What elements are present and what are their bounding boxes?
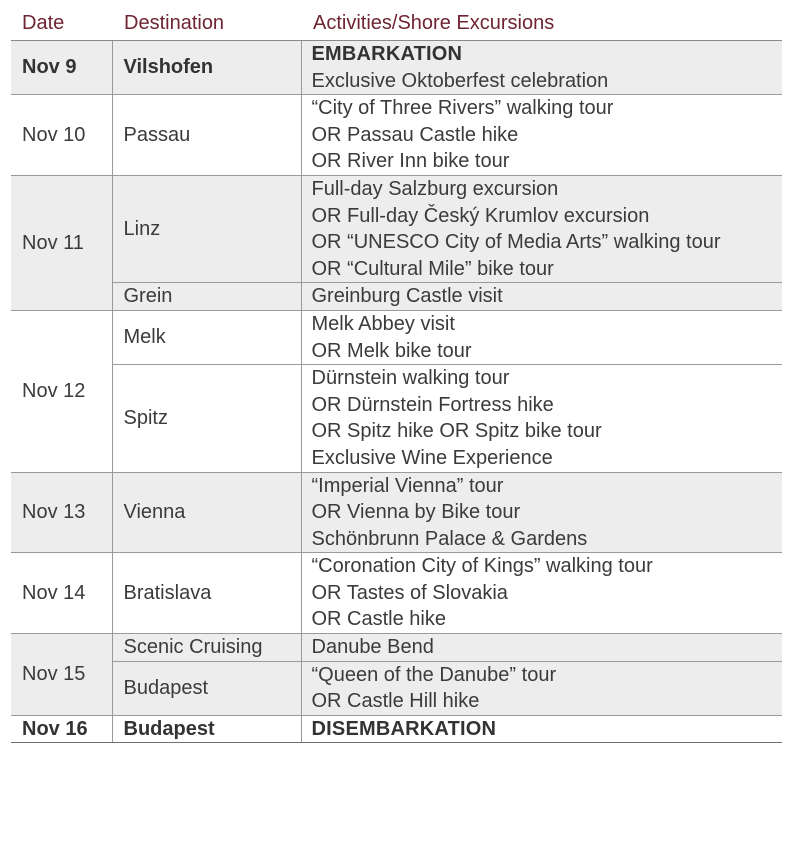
activity-line: OR Castle hike bbox=[311, 608, 446, 631]
activity-line: OR Dürnstein Fortress hike bbox=[311, 393, 554, 416]
activity-line: Dürnstein walking tour bbox=[311, 367, 510, 390]
activity-line: Danube Bend bbox=[311, 636, 434, 659]
header-row bbox=[11, 6, 782, 41]
table-row bbox=[11, 472, 782, 553]
destination-cell: Scenic Cruising bbox=[112, 634, 301, 662]
destination-cell: Budapest bbox=[112, 715, 301, 743]
activities-cell bbox=[301, 41, 782, 95]
activities-column-header: Activities/Shore Excursions bbox=[301, 6, 782, 41]
activities-cell bbox=[301, 553, 782, 634]
destination-cell: Melk bbox=[112, 310, 301, 364]
activity-line: OR Castle Hill hike bbox=[311, 690, 480, 713]
table-row bbox=[11, 634, 782, 662]
activity-line: Exclusive Wine Experience bbox=[311, 446, 553, 469]
table-row bbox=[11, 553, 782, 634]
activities-cell bbox=[301, 95, 782, 176]
activity-line: OR Melk bike tour bbox=[311, 339, 472, 362]
date-cell: Nov 11 bbox=[11, 175, 112, 310]
activities-cell bbox=[301, 310, 782, 364]
table-row bbox=[11, 283, 782, 311]
activity-line: DISEMBARKATION bbox=[311, 717, 497, 740]
date-cell: Nov 16 bbox=[11, 715, 112, 743]
date-cell: Nov 9 bbox=[11, 41, 112, 95]
activity-line: “Coronation City of Kings” walking tour bbox=[311, 555, 653, 578]
activity-line: OR “Cultural Mile” bike tour bbox=[311, 257, 554, 280]
destination-cell: Bratislava bbox=[112, 553, 301, 634]
activity-line: OR “UNESCO City of Media Arts” walking tour bbox=[311, 231, 721, 254]
date-cell: Nov 13 bbox=[11, 472, 112, 553]
table-row bbox=[11, 365, 782, 472]
date-cell: Nov 12 bbox=[11, 310, 112, 472]
activity-line: “Queen of the Danube” tour bbox=[311, 663, 557, 686]
activities-cell bbox=[301, 472, 782, 553]
activity-line: EMBARKATION bbox=[311, 43, 463, 65]
activity-line: “Imperial Vienna” tour bbox=[311, 474, 504, 497]
table-row bbox=[11, 310, 782, 364]
activity-line: “City of Three Rivers” walking tour bbox=[311, 97, 614, 120]
destination-cell: Spitz bbox=[112, 365, 301, 472]
date-column-header: Date bbox=[11, 6, 112, 41]
activity-line: OR Full-day Český Krumlov excursion bbox=[311, 204, 650, 227]
date-cell: Nov 10 bbox=[11, 95, 112, 176]
activity-line: OR Vienna by Bike tour bbox=[311, 501, 521, 524]
activity-line: OR Passau Castle hike bbox=[311, 123, 519, 146]
activities-cell bbox=[301, 715, 782, 743]
activity-line: OR Tastes of Slovakia bbox=[311, 581, 508, 604]
destination-cell: Grein bbox=[112, 283, 301, 311]
table-row bbox=[11, 175, 782, 282]
destination-cell: Vienna bbox=[112, 472, 301, 553]
activities-cell bbox=[301, 661, 782, 715]
activities-cell bbox=[301, 365, 782, 472]
destination-cell: Passau bbox=[112, 95, 301, 176]
table-row bbox=[11, 41, 782, 95]
destination-cell: Linz bbox=[112, 175, 301, 282]
activity-line: Greinburg Castle visit bbox=[311, 285, 503, 308]
activity-line: Schönbrunn Palace & Gardens bbox=[311, 527, 588, 550]
activity-line: OR Spitz hike OR Spitz bike tour bbox=[311, 420, 602, 443]
activities-cell bbox=[301, 283, 782, 311]
activity-line: Exclusive Oktoberfest celebration bbox=[311, 69, 609, 92]
date-cell: Nov 14 bbox=[11, 553, 112, 634]
activities-cell bbox=[301, 175, 782, 282]
destination-cell: Vilshofen bbox=[112, 41, 301, 95]
destination-column-header: Destination bbox=[112, 6, 301, 41]
date-cell: Nov 15 bbox=[11, 634, 112, 716]
activity-line: OR River Inn bike tour bbox=[311, 150, 510, 173]
itinerary-table bbox=[11, 6, 782, 743]
table-row bbox=[11, 95, 782, 176]
destination-cell: Budapest bbox=[112, 661, 301, 715]
activity-line: Melk Abbey visit bbox=[311, 312, 455, 335]
table-row bbox=[11, 715, 782, 743]
activity-line: Full-day Salzburg excursion bbox=[311, 177, 559, 200]
activities-cell bbox=[301, 634, 782, 662]
table-row bbox=[11, 661, 782, 715]
